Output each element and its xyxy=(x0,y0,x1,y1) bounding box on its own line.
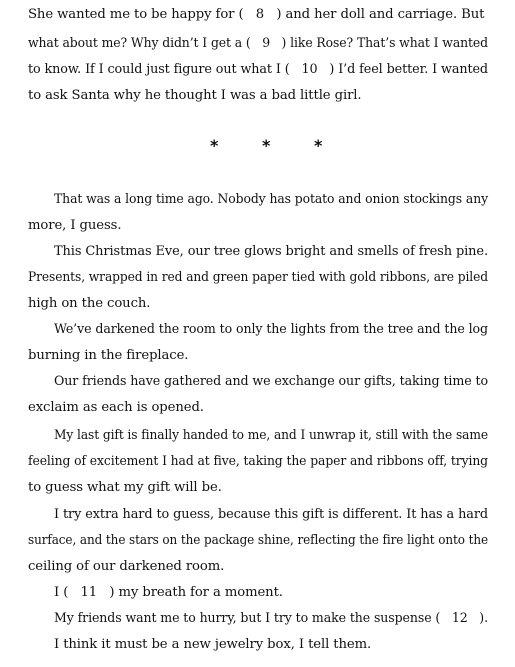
text-line: I try extra hard to guess, because this gift is different. It has a hard xyxy=(54,507,488,522)
text-line: to know. If I could just figure out what I ( 10 ) I’d feel better. I wanted xyxy=(28,62,488,77)
separator-star: * xyxy=(210,136,219,155)
p1-line0 xyxy=(54,192,515,208)
p4-line0 xyxy=(54,374,515,390)
p0-line1 xyxy=(28,36,515,52)
text-line: surface, and the stars on the package shine, reflecting the fire light onto the xyxy=(28,533,488,548)
text-line: burning in the fireplace. xyxy=(28,348,189,363)
p6-line1 xyxy=(28,533,515,549)
text-line: I think it must be a new jewelry box, I tell them. xyxy=(54,637,372,652)
p6-line2 xyxy=(28,559,515,575)
text-line: She wanted me to be happy for ( 8 ) and her doll and carriage. But xyxy=(28,7,485,22)
p3-line0 xyxy=(54,322,515,338)
p9-line0 xyxy=(54,637,515,653)
separator-star: * xyxy=(262,136,271,155)
text-line: more, I guess. xyxy=(28,218,122,233)
p1-line1 xyxy=(28,218,515,234)
p2-line1 xyxy=(28,270,515,286)
text-line: high on the couch. xyxy=(28,296,151,311)
text-line: Our friends have gathered and we exchange our gifts, taking time to xyxy=(54,374,488,389)
p5-line1 xyxy=(28,454,515,470)
p6-line0 xyxy=(54,507,515,523)
p5-line2 xyxy=(28,480,515,496)
text-line: My friends want me to hurry, but I try to make the suspense ( 12 ). xyxy=(54,611,488,626)
p0-line3 xyxy=(28,88,515,104)
text-line: what about me? Why didn’t I get a ( 9 ) like Rose? That’s what I wanted xyxy=(28,36,488,51)
separator-star: * xyxy=(314,136,323,155)
p2-line2 xyxy=(28,296,515,312)
text-line: exclaim as each is opened. xyxy=(28,400,204,415)
p2-line0 xyxy=(54,244,515,260)
text-line: Presents, wrapped in red and green paper tied with gold ribbons, are piled xyxy=(28,270,488,285)
p7-line0 xyxy=(54,585,515,601)
p4-line1 xyxy=(28,400,515,416)
text-line: I ( 11 ) my breath for a moment. xyxy=(54,585,283,600)
text-line: We’ve darkened the room to only the lights from the tree and the log xyxy=(54,322,488,337)
text-line: feeling of excitement I had at five, taking the paper and ribbons off, trying xyxy=(28,454,488,469)
p0-line2 xyxy=(28,62,515,78)
text-line: ceiling of our darkened room. xyxy=(28,559,225,574)
text-line: My last gift is finally handed to me, and I unwrap it, still with the same xyxy=(54,428,488,443)
p8-line0 xyxy=(54,611,515,627)
section-separator xyxy=(0,136,515,156)
text-line: This Christmas Eve, our tree glows bright and smells of fresh pine. xyxy=(54,244,488,259)
p3-line1 xyxy=(28,348,515,364)
p0-line0 xyxy=(28,7,515,23)
text-line: to ask Santa why he thought I was a bad little girl. xyxy=(28,88,362,103)
text-line: to guess what my gift will be. xyxy=(28,480,222,495)
p5-line0 xyxy=(54,428,515,444)
text-line: That was a long time ago. Nobody has potato and onion stockings any xyxy=(54,192,488,207)
